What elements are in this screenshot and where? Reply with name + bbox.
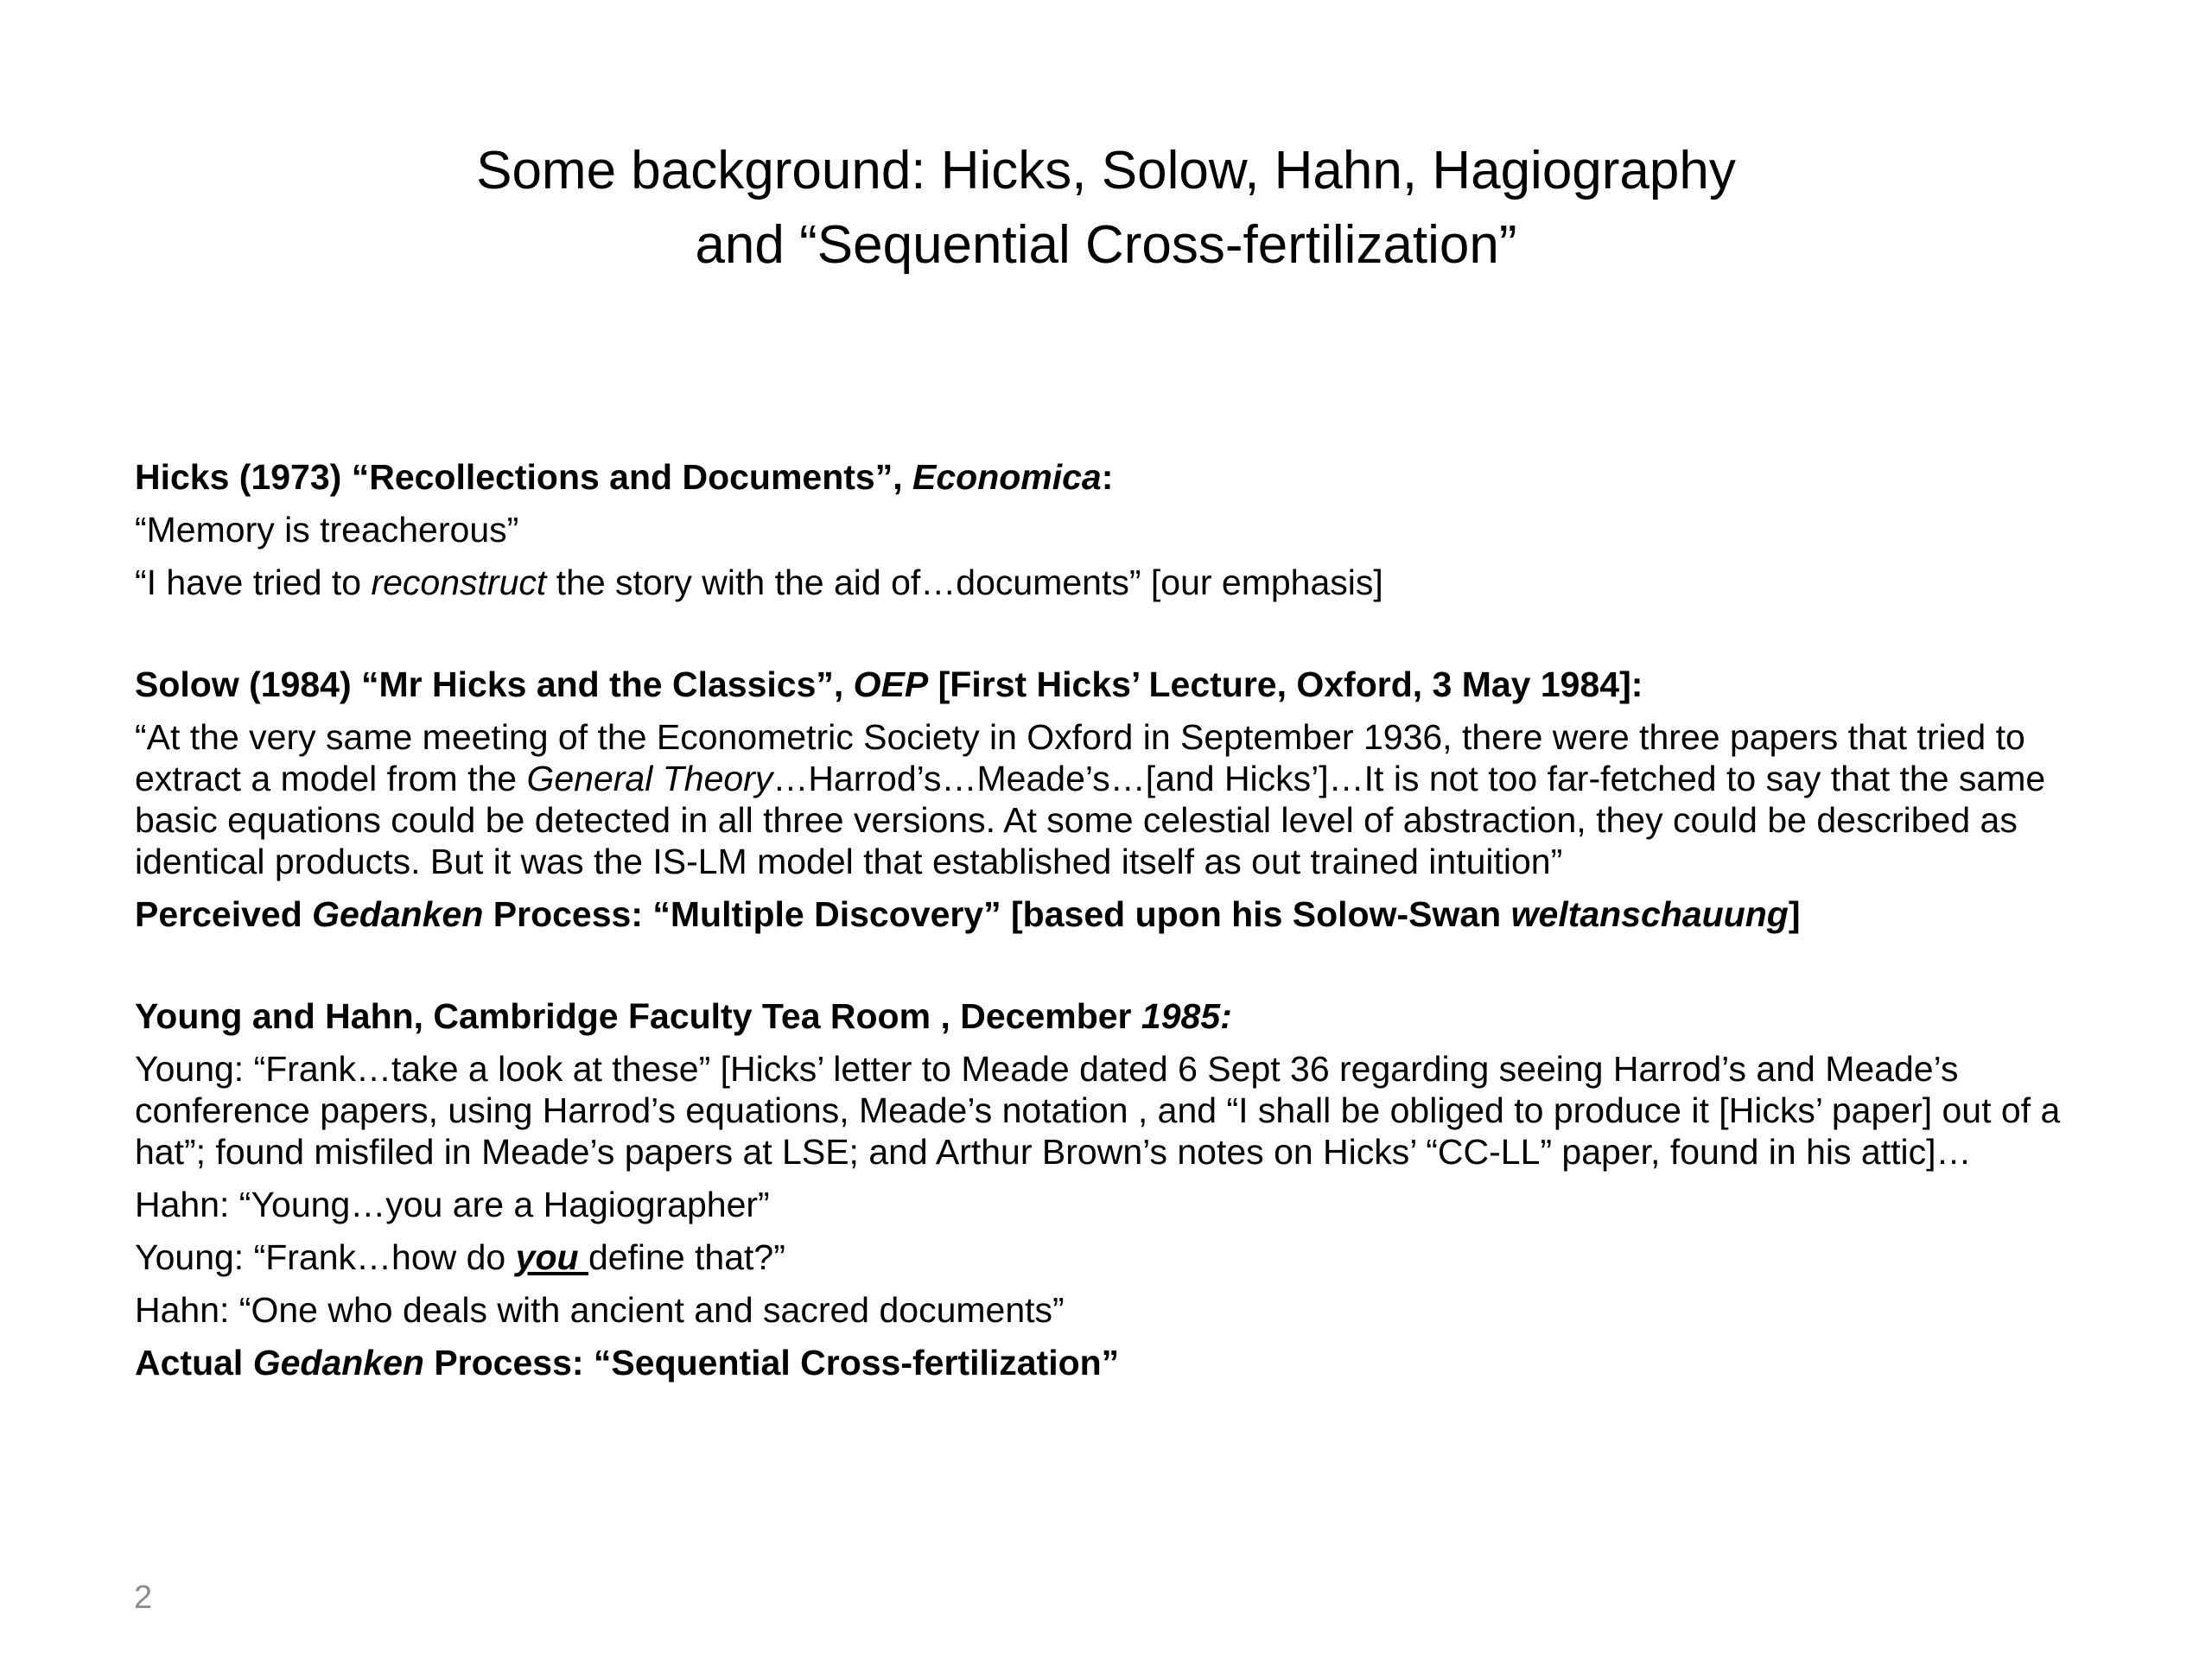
hicks-quote-reconstruct-a: “I have tried to xyxy=(135,563,372,602)
young-quote-2 xyxy=(135,1236,2105,1278)
actual-process-gedanken: Gedanken xyxy=(252,1343,424,1382)
actual-process xyxy=(135,1342,2105,1383)
young-hahn-heading-year: 1985: xyxy=(1141,996,1232,1036)
page-number: 2 xyxy=(134,1580,153,1616)
slide-title xyxy=(0,134,2212,283)
solow-heading-journal: OEP xyxy=(853,664,929,704)
slide-title-line-1: Some background: Hicks, Solow, Hahn, Hagiography xyxy=(476,141,1736,200)
hicks-heading xyxy=(135,456,2105,498)
hicks-quote-reconstruct xyxy=(135,562,2105,603)
actual-process-a: Actual xyxy=(135,1343,253,1382)
solow-quote xyxy=(135,716,2105,882)
young-hahn-heading-a: Young and Hahn, Cambridge Faculty Tea Room , December xyxy=(135,996,1141,1036)
young-quote-2-emphasis: you xyxy=(515,1237,588,1277)
young-quote-2-a: Young: “Frank…how do xyxy=(135,1237,516,1277)
young-hahn-heading xyxy=(135,995,2105,1037)
hicks-quote-reconstruct-emphasis: reconstruct xyxy=(371,563,547,602)
hicks-heading-colon: : xyxy=(1101,457,1114,497)
solow-quote-a: “At the very same meeting of the Econometric Society in Oxford in September 1936, there were three papers that tried to extract a model from the xyxy=(135,717,2025,798)
solow-perceived-a: Perceived xyxy=(135,894,313,934)
slide-title-line-2: and “Sequential Cross-fertilization” xyxy=(695,215,1517,275)
actual-process-b: Process: “Sequential Cross-fertilization” xyxy=(423,1343,1120,1382)
solow-heading-b: [First Hicks’ Lecture, Oxford, 3 May 1984]: xyxy=(928,664,1643,704)
hicks-heading-journal: Economica xyxy=(912,457,1102,497)
solow-quote-b: …Harrod’s…Meade’s…[and Hicks’]…It is not too far-fetched to say that the same basic equations could be detected in all three versions. At some celestial level of abstraction, they could be described as identical products. But it was the IS-LM model that established itself as out trained intuition” xyxy=(135,759,2046,881)
solow-perceived-c: ] xyxy=(1788,894,1801,934)
solow-perceived-b: Process: “Multiple Discovery” [based upon his Solow-Swan xyxy=(483,894,1511,934)
hahn-quote-1: Hahn: “Young…you are a Hagiographer” xyxy=(135,1185,770,1224)
solow-heading-a: Solow (1984) “Mr Hicks and the Classics”, xyxy=(135,664,854,704)
solow-perceived-gedanken: Gedanken xyxy=(312,894,484,934)
hicks-heading-text: Hicks (1973) “Recollections and Documents”, xyxy=(135,457,912,497)
solow-perceived-weltanschauung: weltanschauung xyxy=(1510,894,1789,934)
hicks-quote-memory: “Memory is treacherous” xyxy=(135,510,519,550)
solow-quote-general-theory: General Theory xyxy=(526,759,773,798)
hicks-quote-reconstruct-b: the story with the aid of…documents” [our emphasis] xyxy=(546,563,1383,602)
young-quote-2-b: define that?” xyxy=(588,1237,785,1277)
young-quote-1: Young: “Frank…take a look at these” [Hicks’ letter to Meade dated 6 Sept 36 regarding seeing Harrod’s and Meade’s conference papers, using Harrod’s equations, Meade’s notation , and “I shall be obliged to produce it [Hicks’ paper] out of a hat”; found misfiled in Meade’s papers at LSE; and Arthur Brown’s notes on Hicks’ “CC-LL” paper, found in his attic]… xyxy=(135,1049,2061,1172)
solow-perceived-process xyxy=(135,893,2105,935)
solow-heading xyxy=(135,664,2105,705)
slide-body xyxy=(135,456,2105,1383)
hahn-quote-2: Hahn: “One who deals with ancient and sacred documents” xyxy=(135,1290,1065,1330)
